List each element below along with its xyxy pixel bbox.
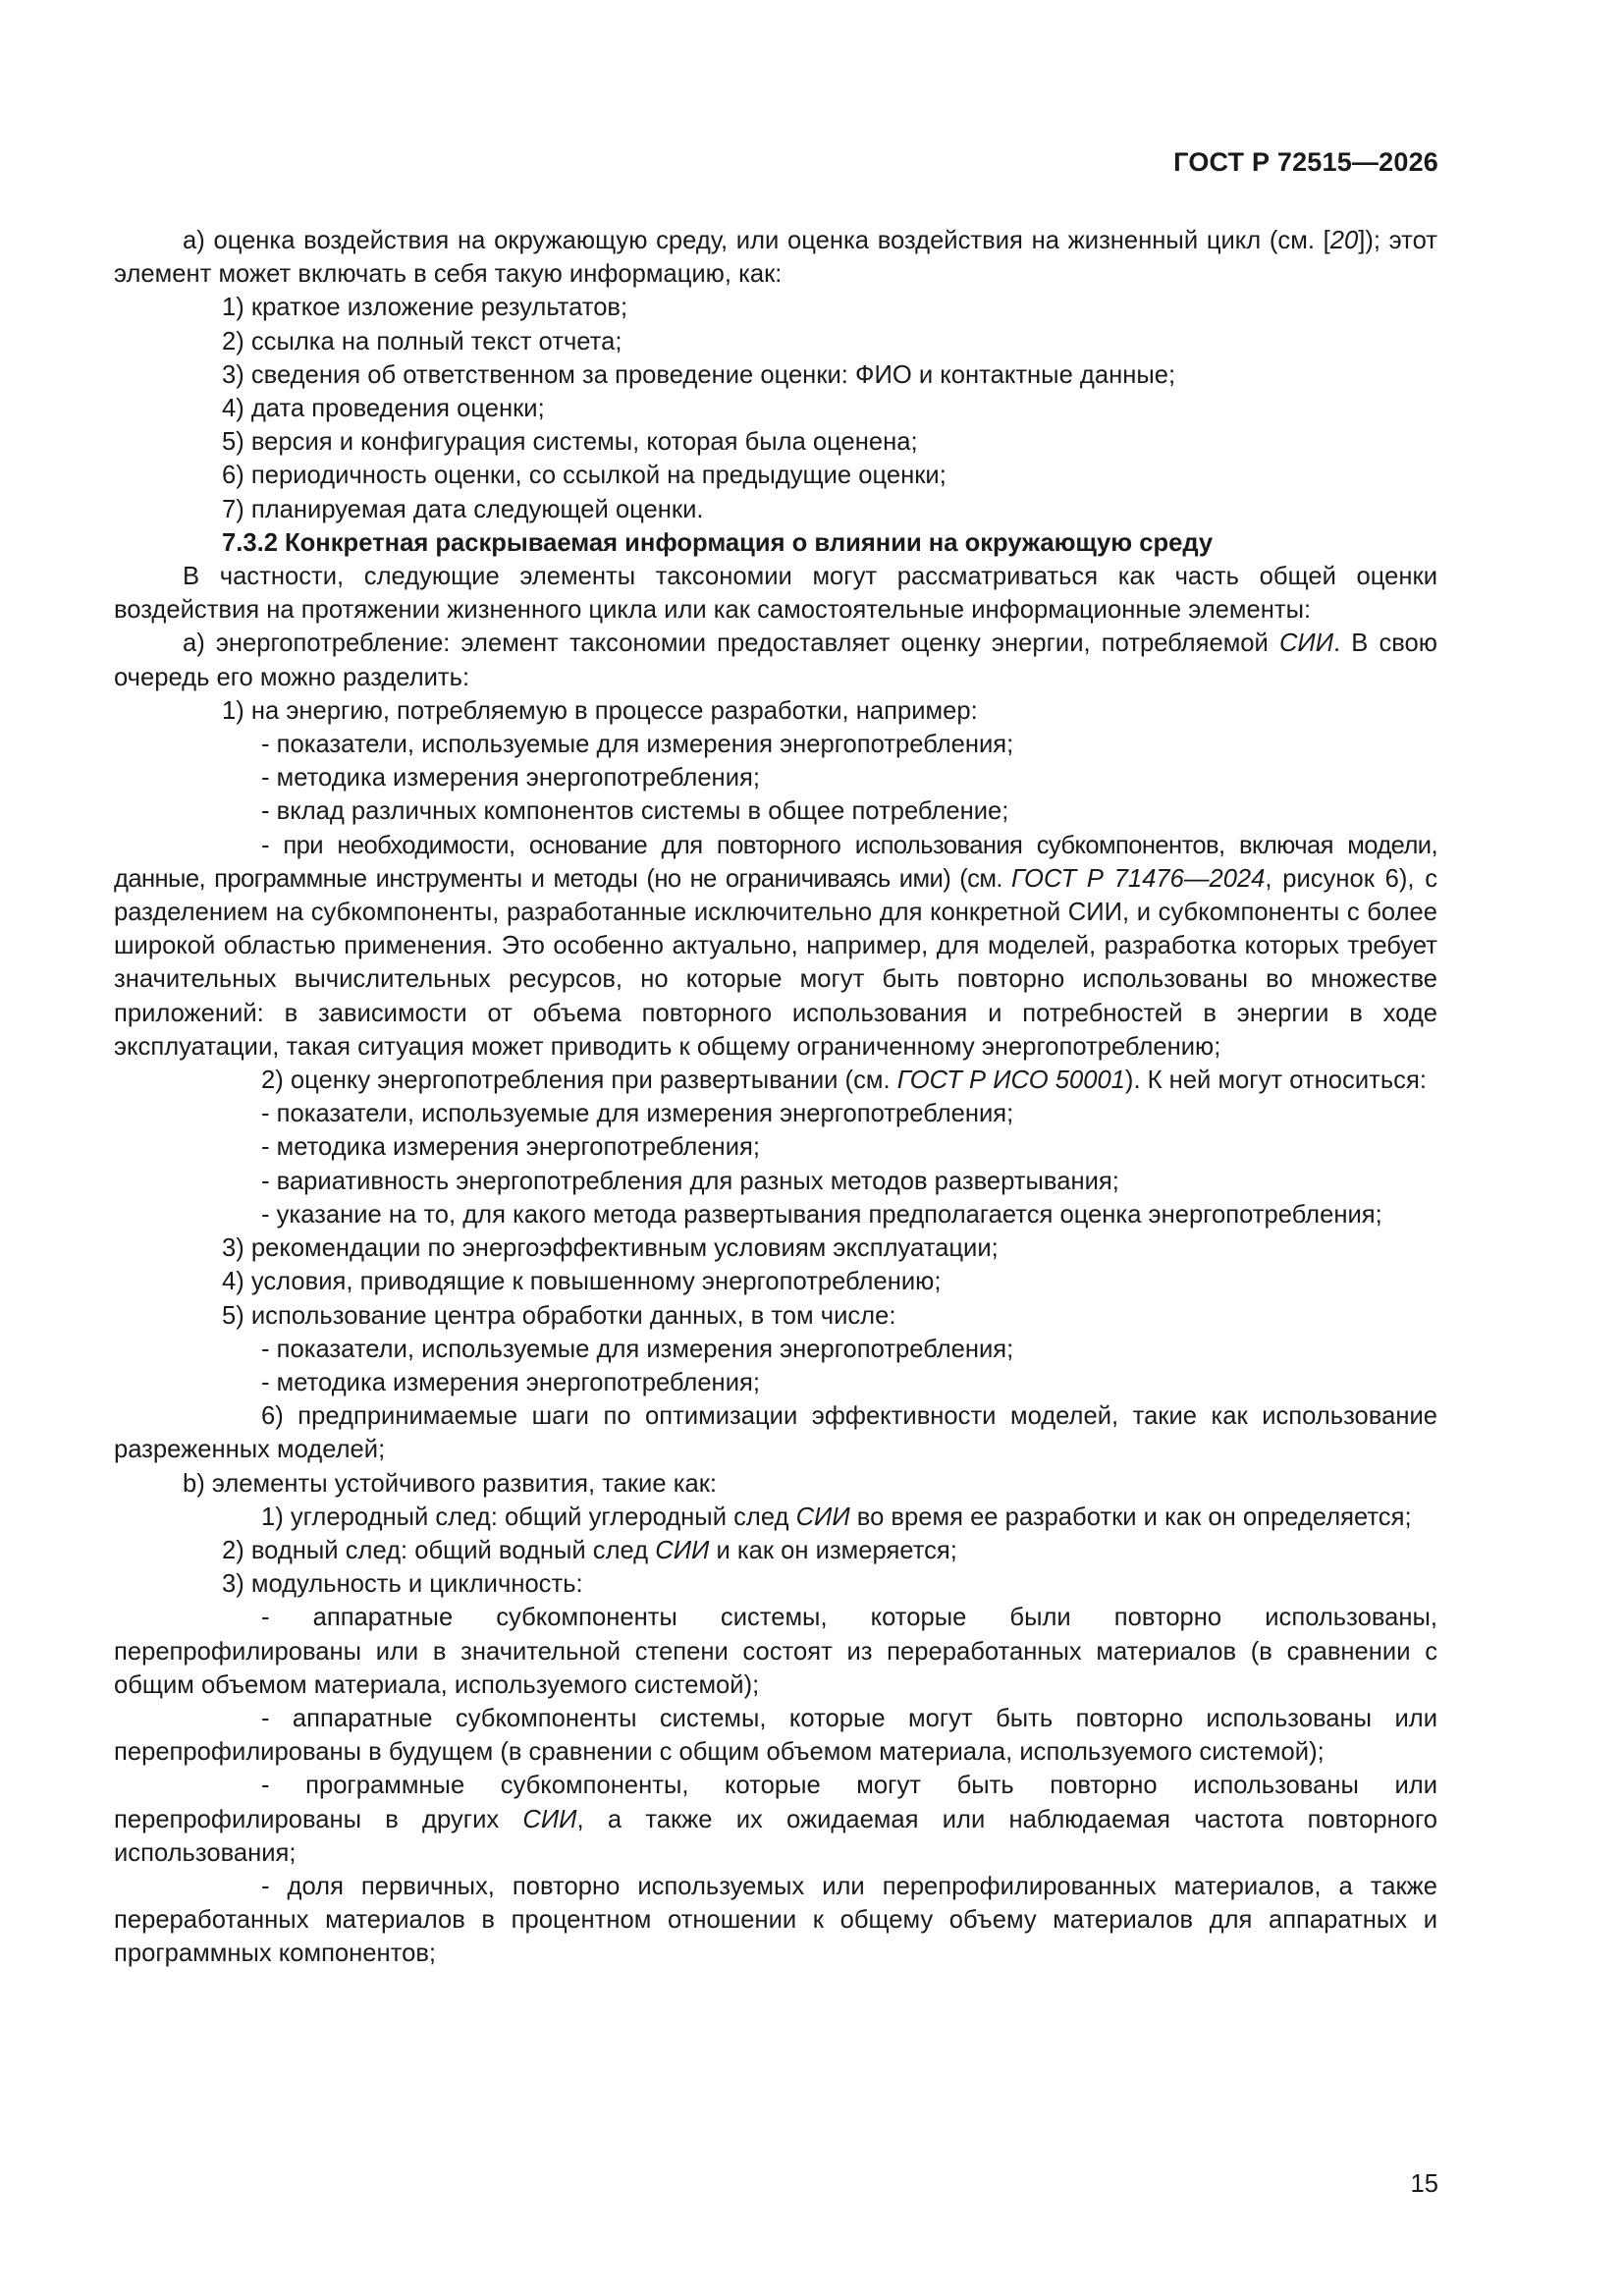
bullet-item: - методика измерения энергопотребления;	[261, 1133, 760, 1162]
list-item: 2) оценку энергопотребления при развертывании (см. ГОСТ Р ИСО 50001). К ней могут относиться:	[261, 1066, 1427, 1095]
section-heading: 7.3.2 Конкретная раскрываемая информация о влиянии на окружающую среду	[222, 528, 1214, 557]
bullet-item: - аппаратные субкомпоненты системы, которые могут быть повторно использованы или перепрофилированы в будущем (в сравнении с общим объемом материала, используемого системой);	[114, 1704, 1437, 1767]
bullet-item: - доля первичных, повторно используемых или перепрофилированных материалов, а также переработанных материалов в процентном отношении к общему объему материалов для аппаратных и программных компонентов;	[114, 1872, 1437, 1968]
list-item: 3) рекомендации по энергоэффективным условиям эксплуатации;	[222, 1234, 999, 1263]
list-item: 3) модульность и цикличность:	[222, 1570, 583, 1599]
list-item: 4) дата проведения оценки;	[222, 395, 545, 423]
document-code-header: ГОСТ Р 72515—2026	[1173, 147, 1438, 177]
list-item: 6) периодичность оценки, со ссылкой на предыдущие оценки;	[222, 462, 947, 490]
bullet-item: - вклад различных компонентов системы в общее потребление;	[261, 797, 1009, 826]
list-item: 1) углеродный след: общий углеродный след СИИ во время ее разработки и как он определяется;	[261, 1503, 1412, 1531]
list-item: 3) сведения об ответственном за проведение оценки: ФИО и контактные данные;	[222, 360, 1176, 389]
list-item: 5) использование центра обработки данных, в том числе:	[222, 1301, 896, 1330]
bullet-item: - показатели, используемые для измерения энергопотребления;	[261, 1335, 1014, 1363]
bullet-item: - показатели, используемые для измерения энергопотребления;	[261, 731, 1014, 759]
bullet-item: - методика измерения энергопотребления;	[261, 1368, 760, 1396]
page-number: 15	[1410, 2170, 1438, 2198]
list-item: 2) водный след: общий водный след СИИ и как он измеряется;	[222, 1536, 957, 1564]
bullet-item-long: - при необходимости, основание для повторного использования субкомпонентов, включая модели, данные, программные инструменты и методы (но не ограничиваясь ими) (см. ГОСТ Р 71476—2024, рисунок 6), с разделением на субкомпоненты, разработанные исключительно для конкретной СИИ, и субкомпоненты с более широкой областью применения. Это особенно актуально, например, для моделей, разработка которых требует значительных вычислительных ресурсов, но которые могут быть повторно использованы во множестве приложений: в зависимости от объема повторного использования и потребностей в энергии в ходе эксплуатации, такая ситуация может приводить к общему ограниченному энергопотреблению;	[114, 831, 1437, 1061]
document-body	[114, 224, 1437, 1971]
bullet-item: - показатели, используемые для измерения энергопотребления;	[261, 1100, 1014, 1128]
paragraph: В частности, следующие элементы таксономии могут рассматриваться как часть общей оценки воздействия на протяжении жизненного цикла или как самостоятельные информационные элементы:	[114, 563, 1437, 625]
paragraph-sustainability: b) элементы устойчивого развития, такие как:	[183, 1469, 718, 1498]
bullet-item: - аппаратные субкомпоненты системы, которые были повторно использованы, перепрофилированы или в значительной степени состоят из переработанных материалов (в сравнении с общим объемом материала, используемого системой);	[114, 1604, 1437, 1699]
list-item: 5) версия и конфигурация системы, которая была оценена;	[222, 428, 918, 457]
bullet-item: - программные субкомпоненты, которые могут быть повторно использованы или перепрофилированы в других СИИ, а также их ожидаемая или наблюдаемая частота повторного использования;	[114, 1772, 1437, 1867]
bullet-item: - методика измерения энергопотребления;	[261, 764, 760, 793]
list-item: 1) на энергию, потребляемую в процессе разработки, например:	[222, 696, 978, 725]
list-item: 4) условия, приводящие к повышенному энергопотреблению;	[222, 1268, 942, 1296]
list-item: 1) краткое изложение результатов;	[222, 294, 628, 322]
paragraph-energy: а) энергопотребление: элемент таксономии предоставляет оценку энергии, потребляемой СИИ. В свою очередь его можно разделить:	[114, 629, 1437, 691]
bullet-item: - указание на то, для какого метода развертывания предполагается оценка энергопотребления;	[261, 1200, 1382, 1229]
list-item: 6) предпринимаемые шаги по оптимизации эффективности моделей, такие как использование разреженных моделей;	[114, 1402, 1437, 1464]
bullet-item: - вариативность энергопотребления для разных методов развертывания;	[261, 1167, 1119, 1195]
paragraph-assessment: а) оценка воздействия на окружающую среду, или оценка воздействия на жизненный цикл (см. [20]); этот элемент может включать в себя такую информацию, как:	[114, 227, 1437, 289]
list-item: 7) планируемая дата следующей оценки.	[222, 495, 704, 523]
list-item: 2) ссылка на полный текст отчета;	[222, 327, 622, 355]
